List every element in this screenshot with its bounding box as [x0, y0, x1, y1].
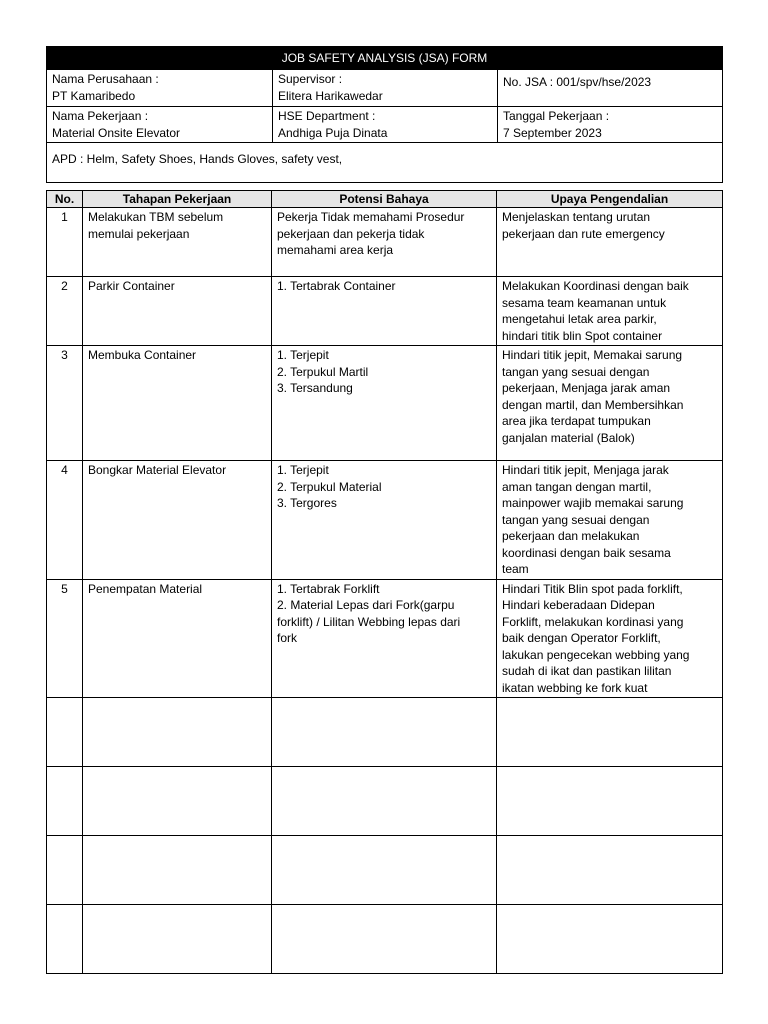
empty-no-cell: [47, 836, 83, 905]
empty-no-cell: [47, 905, 83, 974]
job-label: Nama Pekerjaan :: [52, 109, 149, 123]
empty-control-cell: [497, 836, 723, 905]
column-header-control: Upaya Pengendalian: [497, 191, 723, 208]
company-cell: [47, 70, 273, 107]
control-text: area jika terdapat tumpukan: [502, 414, 651, 428]
hazard-text: 1. Terjepit: [277, 348, 329, 362]
empty-step-cell: [83, 905, 272, 974]
control-text: Hindari titik jepit, Menjaga jarak: [502, 463, 669, 477]
job-cell: [47, 107, 273, 143]
form-title: JOB SAFETY ANALYSIS (JSA) FORM: [47, 47, 723, 70]
empty-step-cell: [83, 767, 272, 836]
date-label: Tanggal Pekerjaan :: [503, 109, 610, 123]
hazard-text: 3. Tersandung: [277, 381, 353, 395]
step-cell: [83, 346, 272, 461]
hazard-cell: [272, 208, 497, 277]
control-text: pekerjaan dan rute emergency: [502, 226, 665, 241]
hazard-text: 1. Tertabrak Forklift: [277, 581, 380, 596]
step-text: memulai pekerjaan: [88, 226, 190, 241]
row-number: 1: [47, 208, 83, 277]
table-body: [47, 208, 723, 974]
company-value: PT Kamaribedo: [52, 88, 136, 103]
hazard-text: forklift) / Lilitan Webbing lepas dari: [277, 614, 461, 629]
step-text: Bongkar Material Elevator: [88, 463, 227, 477]
table-row: [47, 461, 723, 580]
control-text: Hindari Titik Blin spot pada forklift,: [502, 581, 683, 596]
empty-table-row: [47, 698, 723, 767]
empty-control-cell: [497, 905, 723, 974]
hazard-text: Pekerja Tidak memahami Prosedur: [277, 210, 465, 224]
empty-no-cell: [47, 698, 83, 767]
control-text: sesama team keamanan untuk: [502, 295, 667, 310]
step-cell: [83, 579, 272, 698]
control-text: hindari titik blin Spot container: [502, 328, 663, 343]
control-text: sudah di ikat dan pastikan lilitan: [502, 664, 672, 678]
supervisor-value: Elitera Harikawedar: [278, 88, 383, 103]
empty-hazard-cell: [272, 698, 497, 767]
step-text: Penempatan Material: [88, 581, 203, 596]
hazard-cell: [272, 579, 497, 698]
table-row: [47, 579, 723, 698]
control-text: dengan martil, dan Membersihkan: [502, 397, 684, 412]
supervisor-label: Supervisor :: [278, 72, 343, 86]
company-label: Nama Perusahaan :: [52, 72, 159, 86]
control-text: Menjelaskan tentang urutan: [502, 210, 651, 224]
control-text: baik dengan Operator Forklift,: [502, 631, 661, 645]
step-text: Membuka Container: [88, 348, 197, 362]
control-text: Hindari titik jepit, Memakai sarung: [502, 348, 683, 362]
row-number: 4: [47, 461, 83, 580]
control-text: team: [502, 562, 529, 576]
jsa-number-cell: [498, 70, 723, 107]
step-cell: [83, 461, 272, 580]
hazard-text: 2. Terpukul Martil: [277, 364, 369, 379]
hse-cell: [273, 107, 498, 143]
hazard-text: pekerjaan dan pekerja tidak: [277, 226, 425, 241]
hazard-text: 2. Material Lepas dari Fork(garpu: [277, 598, 455, 612]
hazard-text: fork: [277, 631, 298, 645]
empty-table-row: [47, 767, 723, 836]
control-text: mainpower wajib memakai sarung: [502, 496, 684, 510]
apd-text: APD : Helm, Safety Shoes, Hands Gloves, safety vest,: [52, 152, 343, 166]
control-text: pekerjaan, Menjaga jarak aman: [502, 381, 671, 395]
hazard-text: 1. Tertabrak Container: [277, 279, 396, 293]
control-text: lakukan pengecekan webbing yang: [502, 647, 690, 662]
control-text: tangan yang sesuai dengan: [502, 512, 650, 527]
control-text: tangan yang sesuai dengan: [502, 364, 650, 379]
table-header-row: [47, 191, 723, 208]
jsa-header-form: [46, 46, 723, 183]
jsa-number: No. JSA : 001/spv/hse/2023: [503, 75, 652, 89]
control-text: ikatan webbing ke fork kuat: [502, 680, 648, 695]
control-cell: [497, 346, 723, 461]
step-text: Melakukan TBM sebelum: [88, 210, 224, 224]
hazard-text: 3. Tergores: [277, 496, 337, 510]
empty-hazard-cell: [272, 767, 497, 836]
jsa-steps-table: [46, 190, 723, 974]
table-row: [47, 277, 723, 346]
hazard-text: 2. Terpukul Material: [277, 479, 382, 494]
control-text: mengetahui letak area parkir,: [502, 312, 657, 326]
empty-step-cell: [83, 698, 272, 767]
hazard-cell: [272, 461, 497, 580]
empty-hazard-cell: [272, 836, 497, 905]
control-text: aman tangan dengan martil,: [502, 479, 652, 494]
hse-value: Andhiga Puja Dinata: [278, 125, 388, 140]
step-text: Parkir Container: [88, 279, 175, 293]
date-value: 7 September 2023: [503, 125, 602, 140]
hazard-cell: [272, 346, 497, 461]
empty-control-cell: [497, 767, 723, 836]
job-value: Material Onsite Elevator: [52, 125, 181, 140]
control-text: Forklift, melakukan kordinasi yang: [502, 614, 684, 629]
table-row: [47, 208, 723, 277]
empty-table-row: [47, 836, 723, 905]
control-text: Hindari keberadaan Didepan: [502, 598, 655, 612]
column-header-no: No.: [47, 191, 83, 208]
hse-label: HSE Department :: [278, 109, 376, 123]
step-cell: [83, 208, 272, 277]
date-cell: [498, 107, 723, 143]
control-text: ganjalan material (Balok): [502, 430, 635, 445]
supervisor-cell: [273, 70, 498, 107]
control-cell: [497, 579, 723, 698]
row-number: 3: [47, 346, 83, 461]
hazard-text: memahami area kerja: [277, 243, 394, 257]
row-number: 2: [47, 277, 83, 346]
empty-table-row: [47, 905, 723, 974]
hazard-text: 1. Terjepit: [277, 463, 329, 477]
column-header-hazard: Potensi Bahaya: [272, 191, 497, 208]
control-cell: [497, 461, 723, 580]
step-cell: [83, 277, 272, 346]
control-text: Melakukan Koordinasi dengan baik: [502, 279, 689, 293]
empty-hazard-cell: [272, 905, 497, 974]
control-text: pekerjaan dan melakukan: [502, 529, 640, 543]
empty-no-cell: [47, 767, 83, 836]
empty-step-cell: [83, 836, 272, 905]
empty-control-cell: [497, 698, 723, 767]
control-text: koordinasi dengan baik sesama: [502, 545, 671, 560]
hazard-cell: [272, 277, 497, 346]
row-number: 5: [47, 579, 83, 698]
table-row: [47, 346, 723, 461]
control-cell: [497, 208, 723, 277]
control-cell: [497, 277, 723, 346]
apd-cell: [47, 143, 723, 183]
column-header-step: Tahapan Pekerjaan: [83, 191, 272, 208]
